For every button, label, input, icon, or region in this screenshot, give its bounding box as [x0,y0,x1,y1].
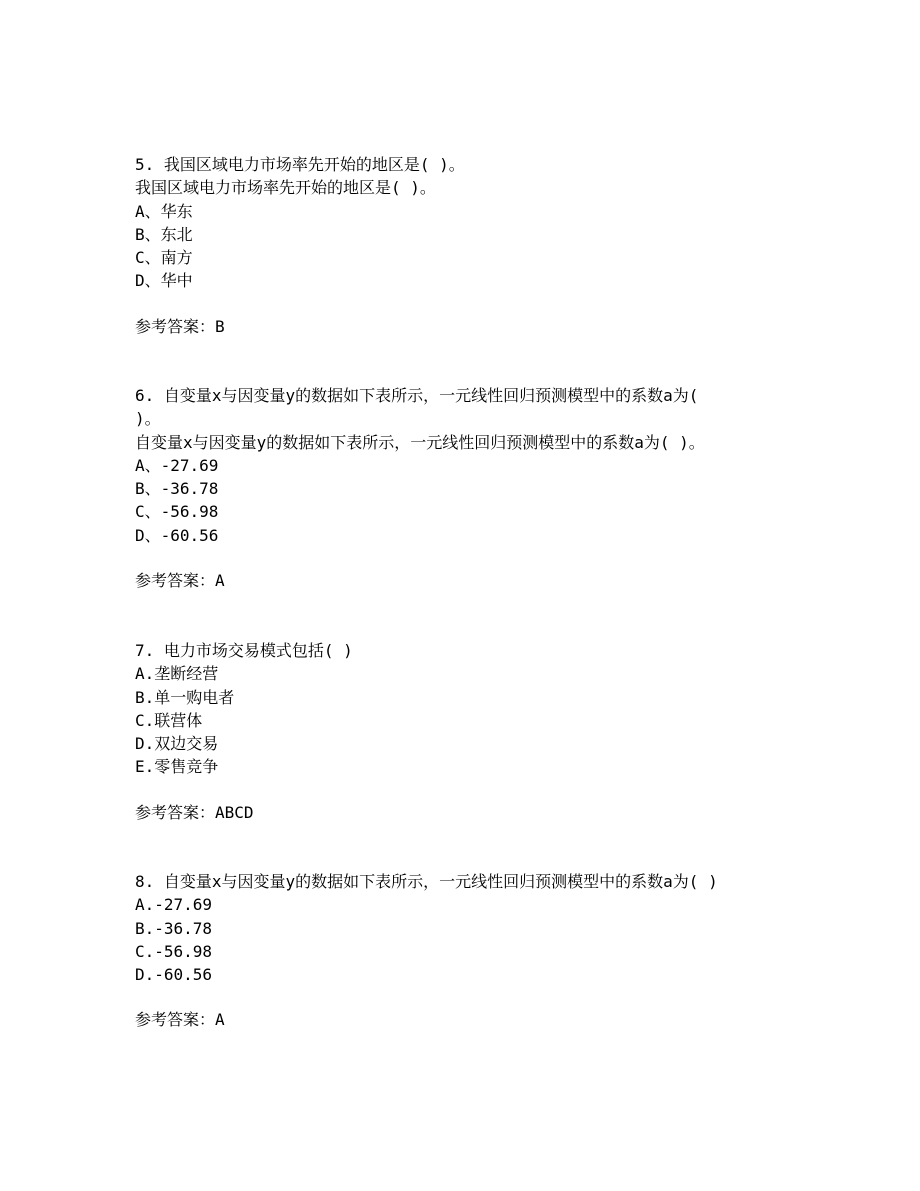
option-c: C.联营体 [135,710,203,730]
option-d: D.-60.56 [135,965,213,985]
option-b: B、-36.78 [135,479,219,499]
question-stem: 自变量x与因变量y的数据如下表所示，一元线性回归预测模型中的系数a为( )。 [135,432,705,452]
option-a: A、-27.69 [135,455,219,475]
question-6 [135,384,785,592]
question-stem: 6. 自变量x与因变量y的数据如下表所示，一元线性回归预测模型中的系数a为( [135,386,699,405]
option-e: E.零售竞争 [135,757,219,777]
option-d: D、华中 [135,271,193,291]
option-c: C.-56.98 [135,941,213,961]
option-b: B.-36.78 [135,918,213,938]
answer-label: 参考答案：A [135,1010,225,1030]
question-8 [135,870,785,1032]
answer-label: 参考答案：A [135,571,225,591]
question-stem: 5. 我国区域电力市场率先开始的地区是( )。 [135,155,465,174]
option-a: A、华东 [135,201,193,221]
option-b: B.单一购电者 [135,687,235,707]
answer-label: 参考答案：B [135,316,225,336]
question-stem: 7. 电力市场交易模式包括( ) [135,641,353,660]
option-d: D、-60.56 [135,525,219,545]
question-stem: 我国区域电力市场率先开始的地区是( )。 [135,178,436,198]
question-5 [135,153,785,338]
question-stem: 8. 自变量x与因变量y的数据如下表所示，一元线性回归预测模型中的系数a为( ) [135,872,718,891]
option-d: D.双边交易 [135,734,219,754]
answer-label: 参考答案：ABCD [135,802,254,822]
option-c: C、-56.98 [135,502,219,522]
question-stem: )。 [135,409,161,429]
option-a: A.垄断经营 [135,664,219,684]
question-7 [135,639,785,824]
option-c: C、南方 [135,248,193,268]
option-b: B、东北 [135,224,193,244]
option-a: A.-27.69 [135,895,213,915]
